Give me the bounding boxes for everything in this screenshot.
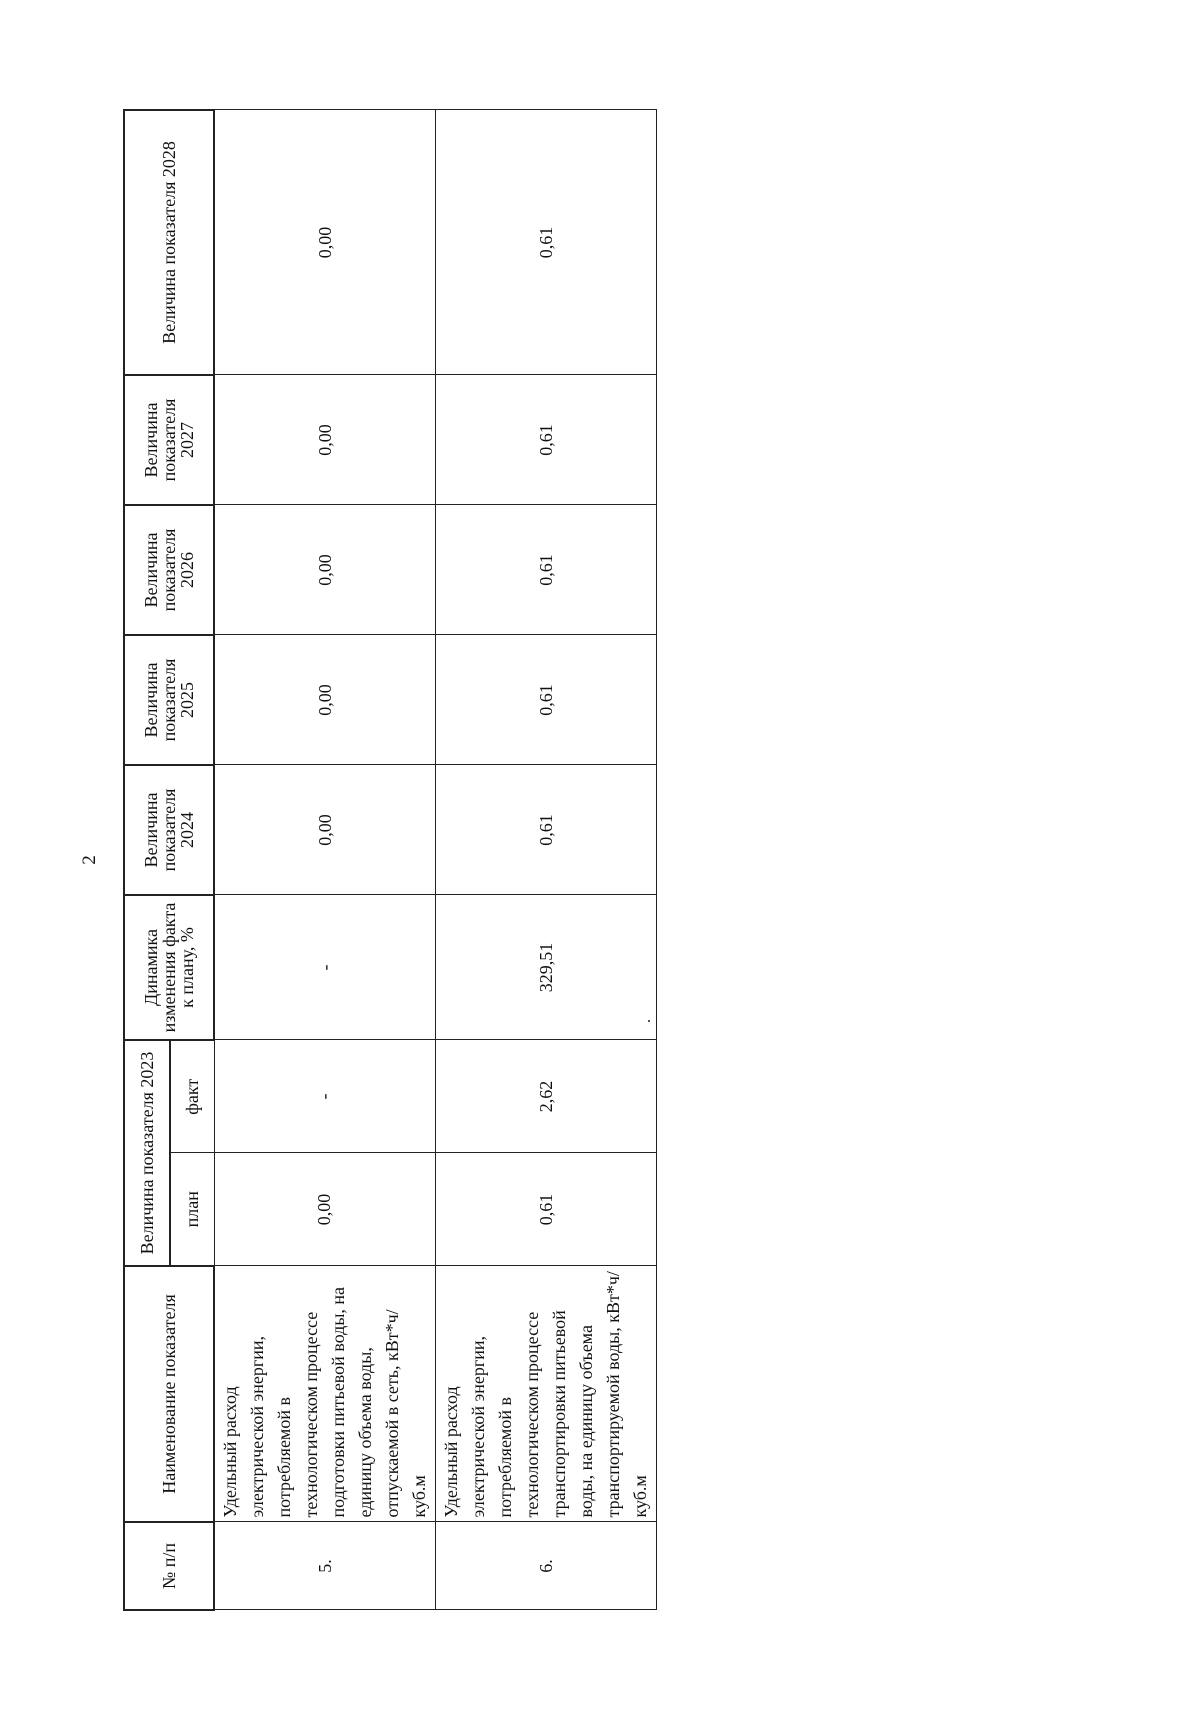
row-name: Удельный расход электрической энергии, потребляемой в технологическом процессе подготовки питьевой воды, на единицу объема воды, отпускаемой в сеть, кВт*ч/куб.м	[214, 1266, 436, 1522]
header-dynamics: Динамика изменения факта к плану, %	[124, 895, 214, 1040]
header-fact: факт	[170, 1040, 214, 1153]
rotated-table-wrapper	[123, 111, 650, 1611]
row-name: Удельный расход электрической энергии, потребляемой в технологическом процессе транспортировки питьевой воды, на единицу объема транспортируемой воды, кВт*ч/куб.м	[436, 1266, 657, 1522]
row-fact: 2,62	[436, 1040, 657, 1153]
header-value-2023: Величина показателя 2023	[124, 1040, 170, 1266]
row-fact: -	[214, 1040, 436, 1153]
row-num: 5.	[214, 1522, 436, 1610]
row-2027: 0,61	[436, 375, 657, 505]
row-dynamics: 329,51	[436, 895, 657, 1040]
header-plan: план	[170, 1153, 214, 1266]
header-num: № п/п	[124, 1522, 214, 1610]
row-2027: 0,00	[214, 375, 436, 505]
row-plan: 0,61	[436, 1153, 657, 1266]
row-plan: 0,00	[214, 1153, 436, 1266]
row-2025: 0,61	[436, 635, 657, 765]
indicator-table	[123, 109, 657, 1611]
header-2027: Величина показателя 2027	[124, 375, 214, 505]
row-2025: 0,00	[214, 635, 436, 765]
row-2024: 0,00	[214, 765, 436, 895]
row-num: 6.	[436, 1522, 657, 1610]
header-name: Наименование показателя	[124, 1266, 214, 1522]
table-row	[214, 110, 436, 1610]
row-2026: 0,61	[436, 505, 657, 635]
header-2028: Величина показателя 2028	[124, 110, 214, 375]
row-2028: 0,61	[436, 110, 657, 375]
header-2024: Величина показателя 2024	[124, 765, 214, 895]
table-row	[436, 110, 657, 1610]
row-2026: 0,00	[214, 505, 436, 635]
row-dynamics: -	[214, 895, 436, 1040]
page-number: 2	[79, 855, 100, 865]
header-2025: Величина показателя 2025	[124, 635, 214, 765]
row-2024: 0,61	[436, 765, 657, 895]
row-2028: 0,00	[214, 110, 436, 375]
header-2026: Величина показателя 2026	[124, 505, 214, 635]
